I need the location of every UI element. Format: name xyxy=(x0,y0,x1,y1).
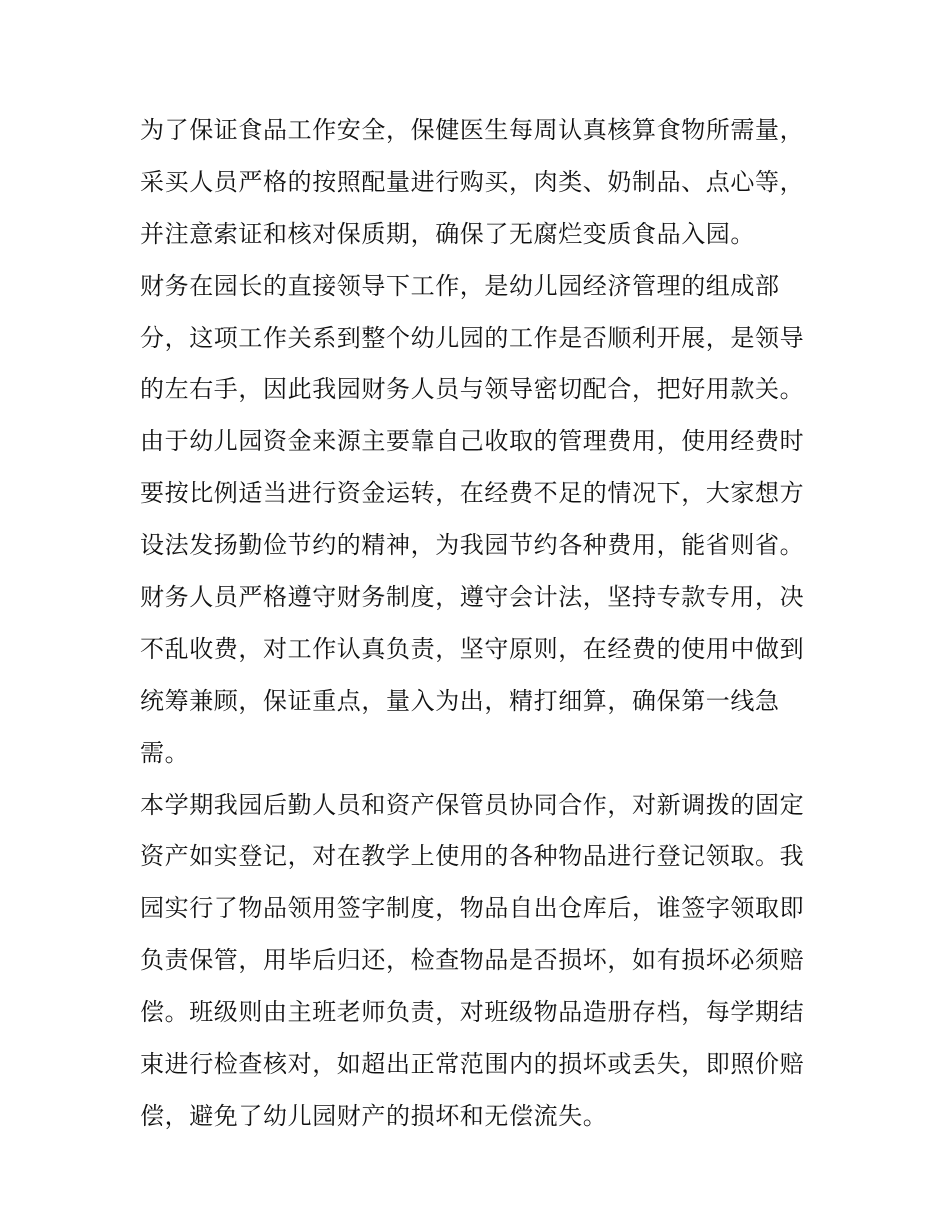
text-line: 需。 xyxy=(140,738,190,767)
text-line: 本学期我园后勤人员和资产保管员协同合作，对新调拨的固定 xyxy=(140,790,805,819)
body-text xyxy=(140,105,830,1143)
text-line: 资产如实登记，对在教学上使用的各种物品进行登记领取。我 xyxy=(140,842,805,871)
text-line: 不乱收费，对工作认真负责，坚守原则，在经费的使用中做到 xyxy=(140,634,805,663)
text-line: 财务在园长的直接领导下工作，是幼儿园经济管理的组成部 xyxy=(140,271,780,300)
text-line: 偿。班级则由主班老师负责，对班级物品造册存档，每学期结 xyxy=(140,998,805,1027)
text-line: 的左右手，因此我园财务人员与领导密切配合，把好用款关。 xyxy=(140,375,805,404)
text-line: 偿，避免了幼儿园财产的损坏和无偿流失。 xyxy=(140,1101,608,1130)
text-line: 统筹兼顾，保证重点，量入为出，精打细算，确保第一线急 xyxy=(140,686,780,715)
text-line: 由于幼儿园资金来源主要靠自己收取的管理费用，使用经费时 xyxy=(140,427,805,456)
text-line: 设法发扬勤俭节约的精神，为我园节约各种费用，能省则省。 xyxy=(140,531,805,560)
text-line: 负责保管，用毕后归还，检查物品是否损坏，如有损坏必须赔 xyxy=(140,946,805,975)
text-line: 分，这项工作关系到整个幼儿园的工作是否顺利开展，是领导 xyxy=(140,323,805,352)
text-line: 并注意索证和核对保质期，确保了无腐烂变质食品入园。 xyxy=(140,219,755,248)
text-line: 要按比例适当进行资金运转，在经费不足的情况下，大家想方 xyxy=(140,479,805,508)
text-line: 采买人员严格的按照配量进行购买，肉类、奶制品、点心等， xyxy=(140,167,805,196)
text-line: 园实行了物品领用签字制度，物品自出仓库后，谁签字领取即 xyxy=(140,894,805,923)
text-line: 束进行检查核对，如超出正常范围内的损坏或丢失，即照价赔 xyxy=(140,1050,805,1079)
text-line: 为了保证食品工作安全，保健医生每周认真核算食物所需量， xyxy=(140,116,805,144)
text-line: 财务人员严格遵守财务制度，遵守会计法，坚持专款专用，决 xyxy=(140,583,805,612)
